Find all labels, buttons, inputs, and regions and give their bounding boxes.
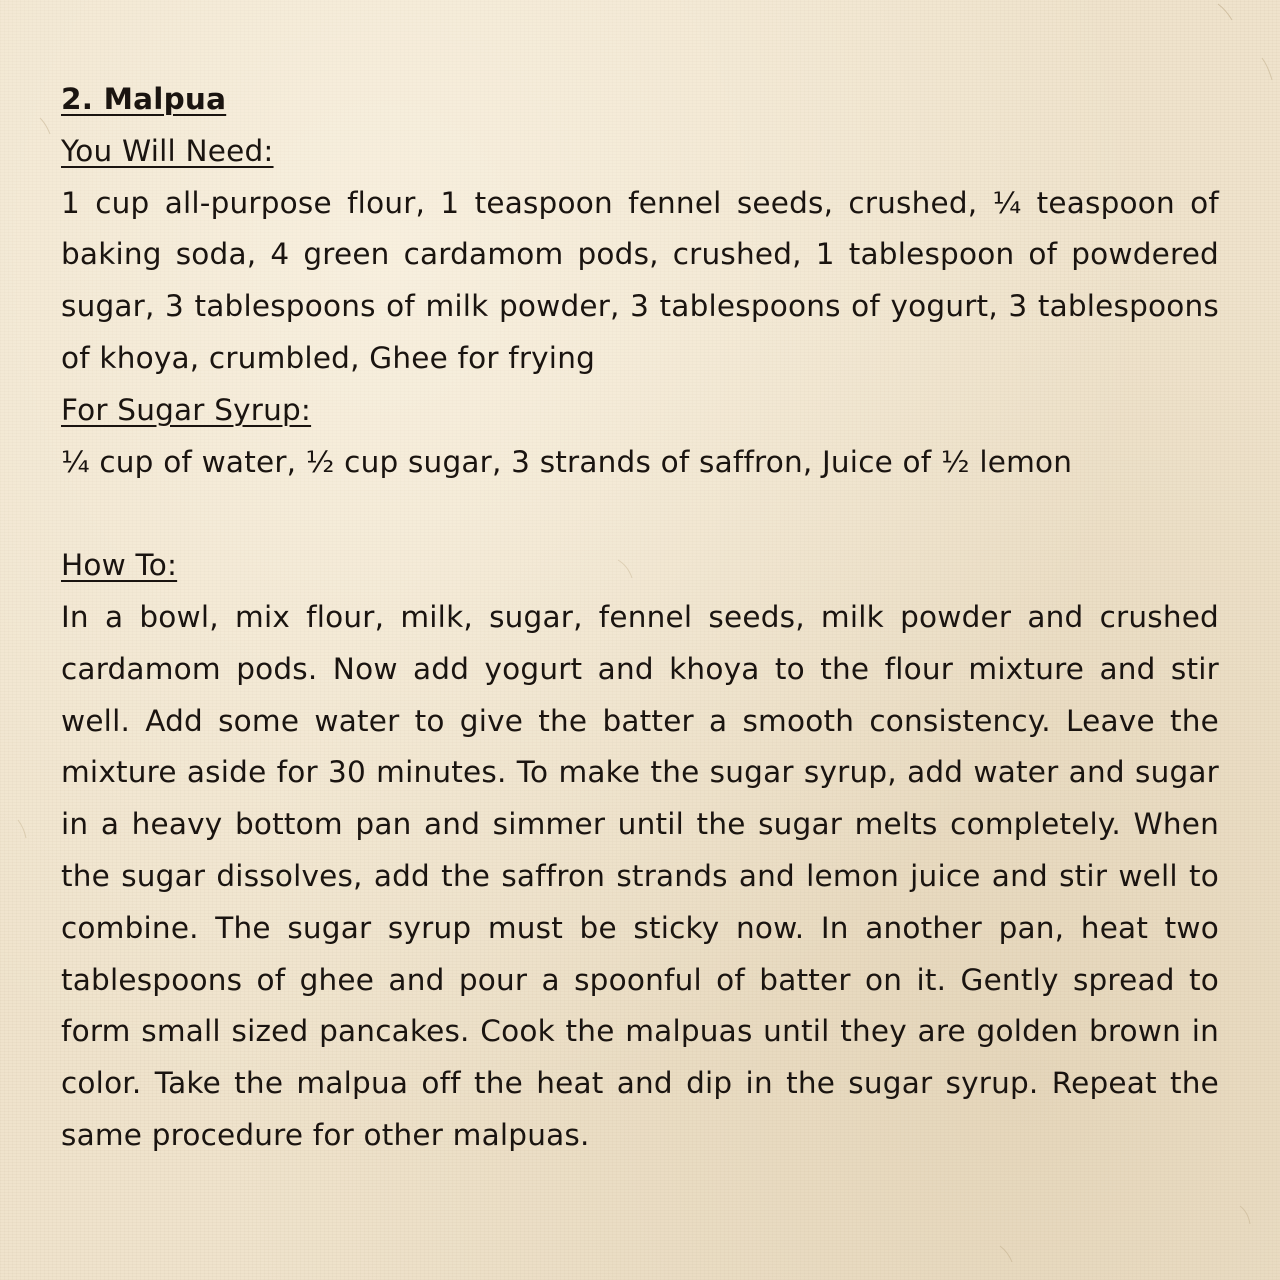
ingredients-list: 1 cup all-purpose flour, 1 teaspoon fennel seeds, crushed, ¼ teaspoon of baking soda, 4 green cardamom pods, crushed, 1 tablespoon of powdered sugar, 3 tablespoons of milk powder, 3 tablespoons of yogurt, 3 tablespoons of khoya, crumbled, Ghee for frying — [61, 185, 1219, 375]
method-steps: In a bowl, mix flour, milk, sugar, fennel seeds, milk powder and crushed cardamom pods. Now add yogurt and khoya to the flour mixture and stir well. Add some water to give the batter a smooth consistency. Leave the mixture aside for 30 minutes. To make the sugar syrup, add water and sugar in a heavy bottom pan and simmer until the sugar melts completely. When the sugar dissolves, add the saffron strands and lemon juice and stir well to combine. The sugar syrup must be sticky now. In another pan, heat two tablespoons of ghee and pour a spoonful of batter on it. Gently spread to form small sized pancakes. Cook the malpuas until they are golden brown in color. Take the malpua off the heat and dip in the sugar syrup. Repeat the same procedure for other malpuas. — [61, 599, 1219, 1152]
sugar-syrup-heading: For Sugar Syrup: — [61, 392, 312, 427]
section-spacer — [61, 488, 1219, 540]
ingredients-heading: You Will Need: — [61, 133, 274, 168]
method-heading: How To: — [61, 548, 178, 583]
recipe-card — [61, 74, 1219, 1162]
recipe-title: 2. Malpua — [61, 82, 227, 116]
sugar-syrup-list: ¼ cup of water, ½ cup sugar, 3 strands of saffron, Juice of ½ lemon — [61, 444, 1073, 479]
